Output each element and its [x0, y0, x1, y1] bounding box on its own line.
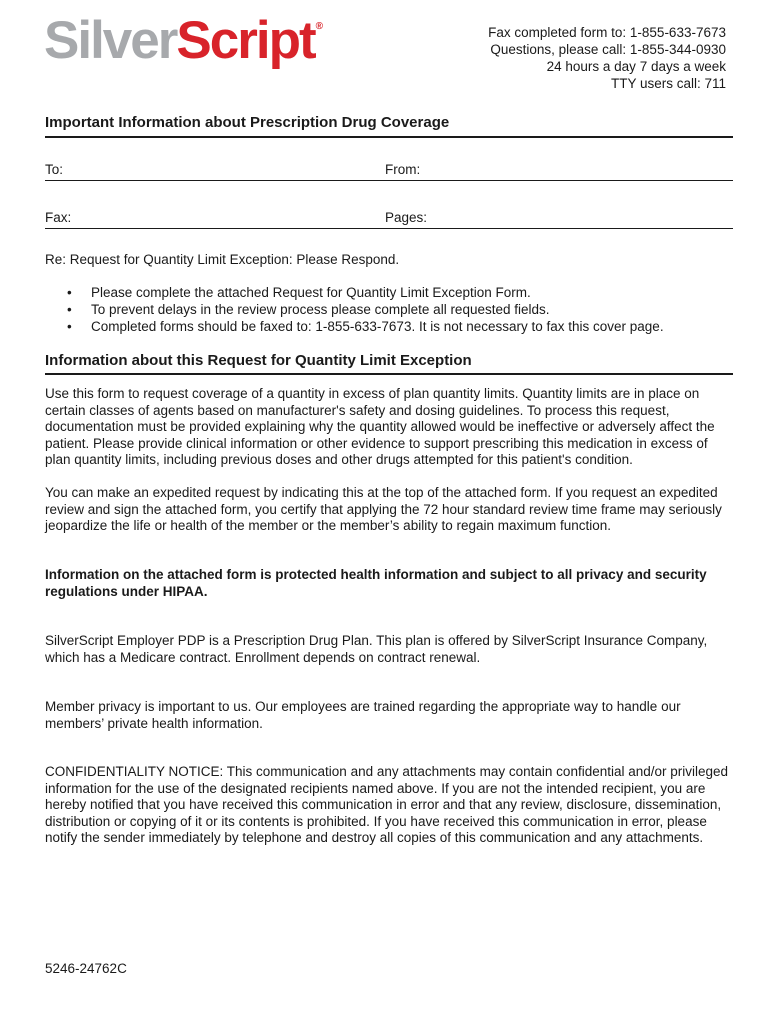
bullet-icon: • [67, 302, 72, 317]
paragraph-expedited: You can make an expedited request by indicating this at the top of the attached form. If you request an expedited review and sign the attached form, you certify that applying the 72 hour standard review time frame may seriously jeopardize the life or health of the member or the member’s ability to regain maximum function. [45, 485, 722, 534]
tty-number: TTY users call: 711 [610, 76, 726, 91]
instruction-list [45, 284, 745, 335]
hours: 24 hours a day 7 days a week [546, 59, 726, 74]
to-from-row [45, 160, 733, 181]
paragraph-plan-info: SilverScript Employer PDP is a Prescription Drug Plan. This plan is offered by SilverScript Insurance Company, which has a Medicare contract. Enrollment depends on contract renewal. [45, 633, 708, 665]
logo-script: Script [176, 11, 315, 70]
contact-info [488, 24, 726, 92]
logo-silver: Silver [44, 11, 177, 70]
list-item [45, 318, 745, 335]
paragraph-confidentiality: CONFIDENTIALITY NOTICE: This communication and any attachments may contain confidential and/or privileged information for the use of the designated recipients named above. If you are not the intended recipient, you are hereby notified that you have received this communication in error and that any review, disclosure, dissemination, distribution or copying of it or its contents is prohibited. If you have received this communication in error, please notify the sender immediately by telephone and destroy all copies of this communication and any attachments. [45, 764, 729, 846]
list-item-text: To prevent delays in the review process please complete all requested fields. [91, 302, 550, 317]
list-item [45, 301, 745, 318]
fax-label: Fax: [45, 210, 72, 225]
list-item-text: Please complete the attached Request for Quantity Limit Exception Form. [91, 285, 531, 300]
logo-registered-mark: ® [315, 21, 323, 32]
to-label: To: [45, 162, 64, 177]
silverscript-logo [44, 11, 323, 70]
fax-number: Fax completed form to: 1-855-633-7673 [488, 25, 726, 40]
paragraph-privacy: Member privacy is important to us. Our employees are trained regarding the appropriate way to handle our members’ private health information. [45, 699, 681, 731]
fax-pages-row [45, 208, 733, 229]
re-line: Re: Request for Quantity Limit Exception: Please Respond. [45, 252, 400, 267]
from-label: From: [385, 162, 421, 177]
pages-label: Pages: [385, 210, 428, 225]
paragraph-hipaa: Information on the attached form is protected health information and subject to all privacy and security regulations under HIPAA. [45, 567, 707, 599]
list-item-text: Completed forms should be faxed to: 1-855-633-7673. It is not necessary to fax this cover page. [91, 319, 664, 334]
questions-phone: Questions, please call: 1-855-344-0930 [490, 42, 726, 57]
section-heading: Information about this Request for Quantity Limit Exception [45, 352, 733, 375]
bullet-icon: • [67, 285, 72, 300]
bullet-icon: • [67, 319, 72, 334]
list-item [45, 284, 745, 301]
paragraph-usage: Use this form to request coverage of a quantity in excess of plan quantity limits. Quantity limits are in place on certain classes of agents based on manufacturer's safety and dosing guidelines. To process this request, documentation must be provided explaining why the quantity allowed would be ineffective or adversely affect the patient. Please provide clinical information or other evidence to support prescribing this medication in excess of plan quantity limits, including previous doses and other drugs attempted for this patient's condition. [45, 386, 715, 468]
page-title: Important Information about Prescription Drug Coverage [45, 114, 733, 138]
form-id: 5246-24762C [45, 961, 127, 976]
